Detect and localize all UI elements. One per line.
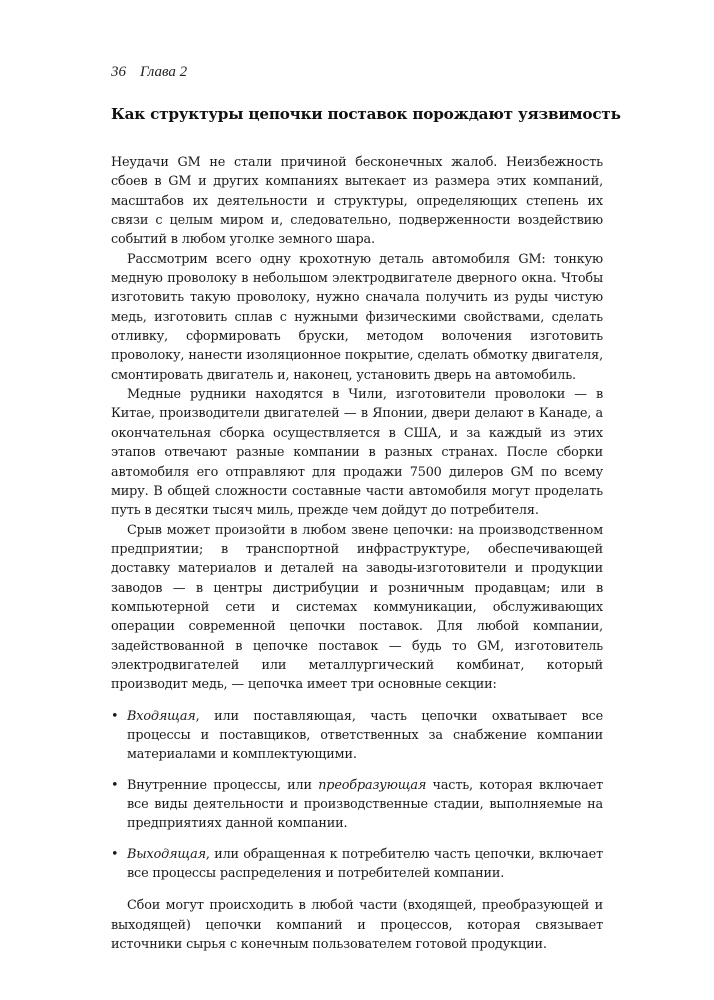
bullet-list	[111, 707, 603, 884]
bullet-marker: •	[111, 846, 119, 862]
bullet-item-inbound	[111, 707, 603, 765]
page-number: 36	[111, 64, 126, 80]
paragraph-4: Срыв может произойти в любом звене цепочки: на производственном предприятии; в транспортной инфраструктуре, обеспечивающей доставку материалов и деталей на заводы-изготовители и продукции заводов — в центры дистрибуции и розничным продавцам; или в компьютерной сети и системах коммуникации, обслуживающих операции современной цепочки поставок. Для любой компании, задействованной в цепочке поставок — будь то GM, изготовитель электродвигателей или металлургический комбинат, который производит медь, — цепочка имеет три основные секции:	[111, 522, 603, 693]
bullet-term: Входящая	[127, 708, 196, 724]
bullet-text-after: , или обращенная к потребителю часть цепочки, включает все процессы распределения и потребителей компании.	[127, 846, 603, 882]
bullet-term: преобразующая	[318, 777, 427, 793]
section-heading: Как структуры цепочки поставок порождают уязвимость	[111, 105, 621, 123]
bullet-term: Выходящая	[127, 846, 206, 862]
paragraph-2: Рассмотрим всего одну крохотную деталь автомобиля GM: тонкую медную проволоку в небольшом электродвигателе дверного окна. Чтобы изготовить такую проволоку, нужно сначала получить из руды чистую медь, изготовить сплав с нужными физическими свойствами, сделать отливку, сформировать бруски, методом волочения изготовить проволоку, нанести изоляционное покрытие, сделать обмотку двигателя, смонтировать двигатель и, наконец, установить дверь на автомобиль.	[111, 251, 603, 383]
bullet-text-after: , или поставляющая, часть цепочки охватывает все процессы и поставщиков, ответственных за снабжение компании материалами и комплектующими.	[127, 708, 603, 763]
bullet-marker: •	[111, 708, 119, 724]
paragraph-1: Неудачи GM не стали причиной бесконечных жалоб. Неизбежность сбоев в GM и других компаниях вытекает из размера этих компаний, масштабов их деятельности и структуры, определяющих степень их связи с целым миром и, следовательно, подверженности воздействию событий в любом уголке земного шара.	[111, 155, 603, 248]
bullet-text-before: Внутренние процессы, или	[127, 777, 319, 793]
chapter-title: Глава 2	[140, 64, 188, 80]
running-header	[111, 64, 187, 81]
bullet-text-after: часть, которая включает все виды деятельности и производственные стадии, выполняемые на предприятиях данной компании.	[127, 777, 603, 832]
paragraph-5: Сбои могут происходить в любой части (входящей, преобразующей и выходящей) цепочки компаний и процессов, которая связывает источники сырья с конечным пользователем готовой продукции.	[111, 898, 603, 953]
bullet-item-outbound	[111, 845, 603, 884]
body-text	[111, 153, 603, 954]
bullet-item-internal	[111, 776, 603, 834]
paragraph-3: Медные рудники находятся в Чили, изготовители проволоки — в Китае, производители двигателей — в Японии, двери делают в Канаде, а окончательная сборка осуществляется в США, и за каждый из этих этапов отвечают разные компании в разных странах. После сборки автомобиля его отправляют для продажи 7500 дилеров GM по всему миру. В общей сложности составные части автомобиля могут проделать путь в десятки тысяч миль, прежде чем дойдут до потребителя.	[111, 387, 603, 519]
bullet-marker: •	[111, 777, 119, 793]
